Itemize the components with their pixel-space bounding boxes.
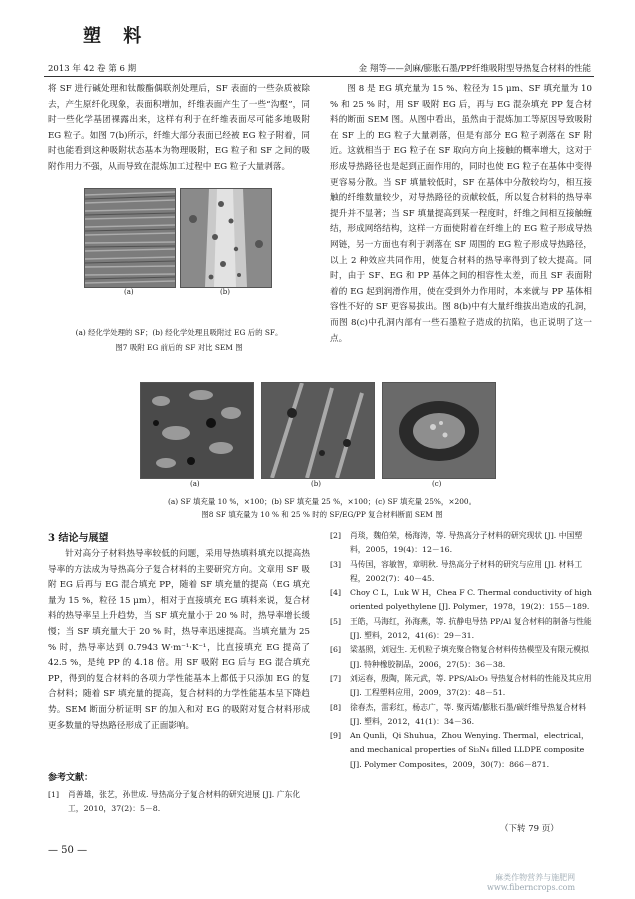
reference-text: 徐春杰，雷彩红，杨志广，等. 聚丙烯/膨胀石墨/碳纤维导热复合材料 [J]. 塑料，2012，41(1)：34－36. [350,702,587,726]
reference-number: [8] [330,702,342,712]
fig8-caption: 图8 SF 填充量为 10 % 和 25 % 时的 SF/EG/PP 复合材料断面 SEM 图 [201,510,443,519]
reference-item [330,615,592,644]
fig8-label-b: (b) [311,480,321,488]
reference-text: 梁基照，刘冠生. 无机粒子填充聚合物复合材料传热模型及有限元模拟 [J]. 特种橡胶制品，2006，27(5)：36－38. [350,645,589,669]
references-right [330,529,592,772]
watermark-line2: www.fiberncrops.com [487,883,576,892]
watermark [487,873,575,893]
figure-7 [84,188,270,300]
watermark-line1: 麻类作物营养与施肥网 [495,873,576,882]
reference-number: [3] [330,559,342,569]
reference-text: 肖善雄，张艺，孙世成. 导热高分子复合材料的研究进展 [J]. 广东化工，2010，37(2)：5－8. [68,790,301,814]
fig8-label-c: (c) [432,480,442,488]
fig7-subcaption: (a) 经化学处理的 SF；(b) 经化学处理且吸附过 EG 后的 SF。 [75,328,283,337]
reference-number: [1] [48,790,60,799]
section-title: 3 结论与展望 [48,533,109,544]
reference-text: Choy C L，Luk W H，Chea F C. Thermal conductivity of high oriented polyethylene [J]. Polymer，1978，19(2)：155－189. [350,588,592,612]
fig8-subcaption: (a) SF 填充量 10 %，×100；(b) SF 填充量 25 %，×100；(c) SF 填充量 25%，×200。 [167,497,477,506]
fig8-label-a: (a) [190,480,200,488]
figure-8 [140,382,495,494]
issue-info: 2013 年 42 卷 第 6 期 [48,64,137,74]
reference-number: [9] [330,731,342,741]
fig7-label-b: (b) [220,288,230,296]
continued-note: （下转 79 页） [500,824,559,834]
reference-item [330,586,592,615]
fig7-label-a: (a) [124,288,134,296]
reference-text: 马传国，容敏智，章明秋. 导热高分子材料的研究与应用 [J]. 材料工程，2002(7)：40－45. [350,559,583,583]
reference-text: 肖琰，魏伯荣，杨海涛，等. 导热高分子材料的研究现状 [J]. 中国塑料，2005，19(4)：12－16. [350,531,583,555]
reference-item [330,643,592,672]
reference-item [330,701,592,730]
reference-number: [6] [330,645,342,655]
reference-text: 王皓，马海红，孙海燕，等. 抗静电导热 PP/Al 复合材料的制备与性能 [J]. 塑料，2012，41(6)：29－31. [350,616,592,641]
sem-image-7b [180,188,272,288]
section-3-body [48,547,310,734]
references-title: 参考文献： [48,773,94,783]
reference-number: [4] [330,588,342,598]
fig7-caption: 图7 吸附 EG 前后的 SF 对比 SEM 图 [115,343,243,352]
running-title: 金 翔等——剑麻/膨胀石墨/PP纤维吸附型导热复合材料的性能 [358,64,591,74]
header-rule [44,76,594,77]
sem-image-8c [382,382,496,479]
reference-item [330,672,592,701]
reference-text: An Qunli，Qi Shuhua，Zhou Wenying. Thermal，electrical，and mechanical properties of Si₃N₄ filled LLDPE composite [J]. Polymer Composites，2009，30(7)：866－871. [350,731,589,769]
sem-image-8b [261,382,375,479]
paragraph: 图 8 是 EG 填充量为 15 %、粒径为 15 μm、SF 填充量为 10 % 和 25 % 时，用 SF 吸附 EG 后，再与 EG 混杂填充 PP 复合材料的断面 SEM 图。从图中看出，虽然由于混炼加工等原因导致吸附在 SF 上的 EG 粒子大量剥落，但是有部分 EG 粒子剥落在 SF 附近。这就相当于 EG 粒子在 SF 取向方向上接触的概率增大，这对于形成导热路径也是起到正面作用的，同时也使 EG 粒子在基体中变得更容易分散。当 SF 填量较低时，SF 在基体中分散较均匀，相互接触的纤维数量较少，对导热路径的贡献较低，所以复合材料的热导率提升并不显著；当 SF 填量提高到某一程度时，纤维之间相互接触缠结，形成网络结构，这样一方面使附着在纤维上的 EG 粒子形成导热网链，另一方面也有利于剥落在 SF 周围的 EG 粒子形成导热路径，以上 2 种效应共同作用，使复合材料的热导率得到了较大提高。同时，由于 SF、EG 和 PP 基体之间的相容性太差，而且 SF 表面附着的 EG 起到润滑作用，使在受到外力作用时，本来就与 PP 基体相容性不好的 SF 更容易拔出。图 8(b)中有大量纤维拔出造成的孔洞，而图 8(c)中孔洞内部有一些石墨粒子造成的抗陷，也正说明了这一点。 [330,84,592,344]
reference-item [330,558,592,587]
reference-number: [2] [330,531,342,540]
reference-item [330,529,592,558]
paragraph: 针对高分子材料热导率较低的问题，采用导热填料填充以提高热导率的方法成为导热高分子复合材料的主要研究方向。文章用 SF 吸附 EG 后再与 EG 混合填充 PP，随着 SF 填充量的提高（EG 填充量为 15 %，粒径 15 μm），相对于直接填充 EG 填料来说，复合材料的热导率呈上升趋势，当 SF 填充量小于 20 % 时，热导率增长缓慢；当 SF 填充量大于 20 % 时，热导率迅速提高。当填充量为 25 % 时，热导率达到 0.7943 W·m⁻¹·K⁻¹，比直接填充 EG 提高了 42.5 %，是纯 PP 的 4.18 倍。用 SF 吸附 EG 后与 EG 混合填充 PP，得到的复合材料的各项力学性能基本上都低于只添加 EG 的复合材料；随着 SF 填充量的提高，复合材料的力学性能基本呈下降趋势。SEM 断面分析证明 SF 的加入和对 EG 的吸附对复合材料形成更多数量的导热路径形成了正面影响。 [48,549,310,731]
reference-item [330,729,592,772]
reference-number: [7] [330,673,342,683]
page-number: — 50 — [48,845,88,856]
sem-image-7a [84,188,176,288]
reference-number: [5] [330,616,342,626]
left-column-top [48,82,310,176]
right-column-top [330,82,592,347]
paragraph: 将 SF 进行碱处理和钛酸酯偶联剂处理后，SF 表面的一些杂质被除去，产生原纤化现象，表面积增加，纤维表面产生了一些“沟壑”，同时一些化学基团裸露出来，这样有利于在纤维表面尽可能多地吸附 EG 粒子。如图 7(b)所示，纤维大部分表面已经被 EG 粒子附着，同时也能看到这种吸附状态基本为物理吸附，EG 粒子和 SF 之间的吸附作用力不强，从而导致在混炼加工过程中 EG 粒子大量剥落。 [48,84,310,172]
references-left [48,788,310,817]
reference-text: 刘运春，殷陶，陈元武，等. PPS/Al₂O₃ 导热复合材料的性能及其应用 [J]. 工程塑料应用，2009，37(2)：48－51. [350,673,592,698]
sem-image-8a [140,382,254,479]
journal-title: 塑 料 [83,26,150,47]
reference-item [48,788,310,817]
